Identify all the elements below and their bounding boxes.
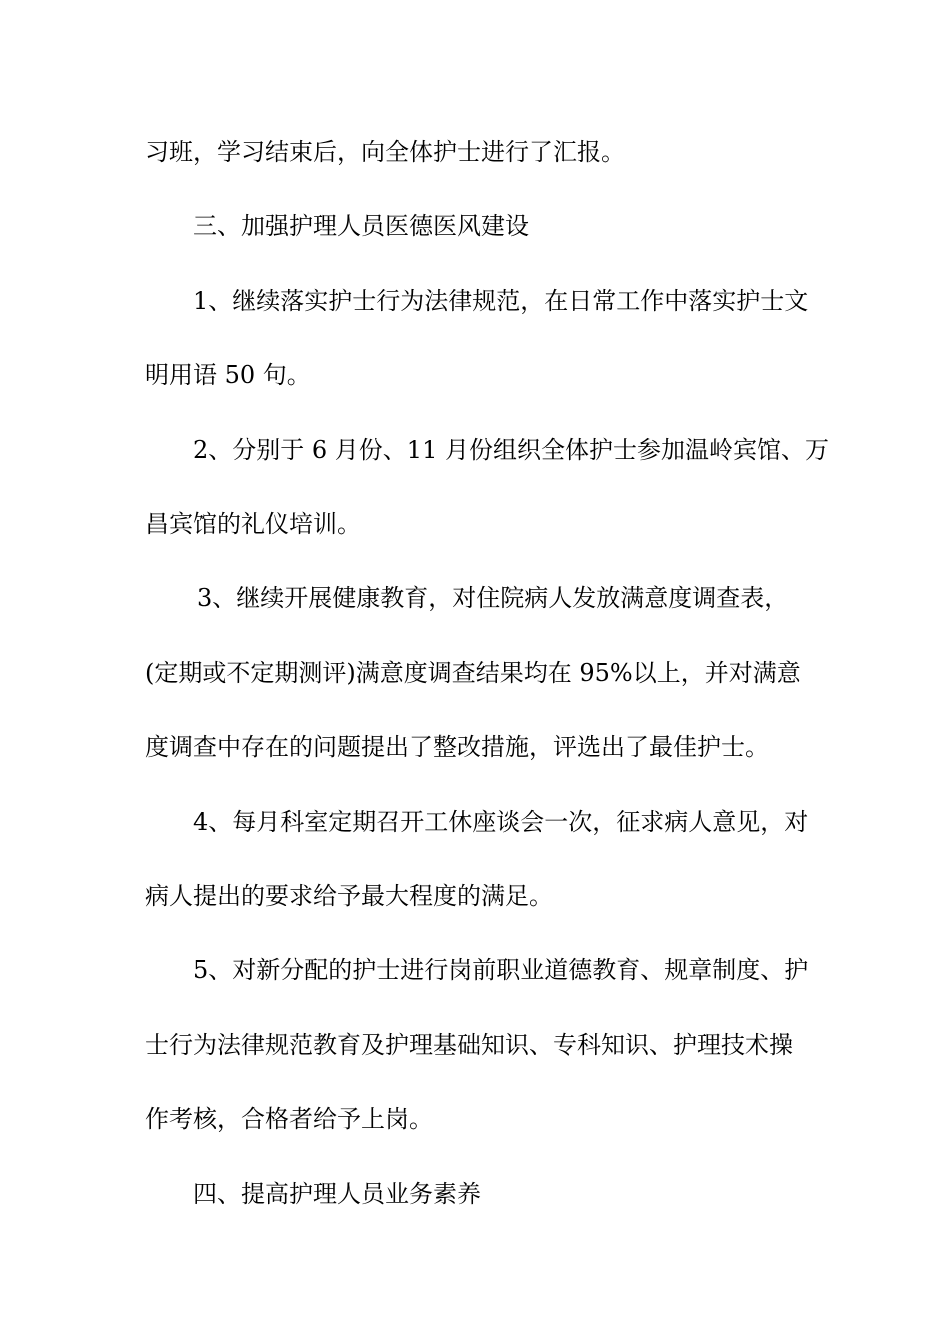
paragraph-line: 作考核，合格者给予上岗。	[145, 1105, 433, 1133]
paragraph-line: 4、每月科室定期召开工休座谈会一次，征求病人意见，对	[193, 808, 809, 836]
paragraph-line: (定期或不定期测评)满意度调查结果均在 95%以上，并对满意	[145, 659, 801, 687]
paragraph-line: 5、对新分配的护士进行岗前职业道德教育、规章制度、护	[193, 956, 809, 984]
paragraph-line: 习班，学习结束后，向全体护士进行了汇报。	[145, 138, 625, 166]
section-heading: 三、加强护理人员医德医风建设	[193, 212, 529, 240]
paragraph-line: 度调查中存在的问题提出了整改措施，评选出了最佳护士。	[145, 733, 769, 761]
paragraph-line: 1、继续落实护士行为法律规范，在日常工作中落实护士文	[193, 287, 809, 315]
paragraph-line: 昌宾馆的礼仪培训。	[145, 510, 361, 538]
paragraph-line: 3、继续开展健康教育，对住院病人发放满意度调查表，	[197, 584, 789, 612]
section-heading: 四、提高护理人员业务素养	[193, 1180, 481, 1208]
paragraph-line: 病人提出的要求给予最大程度的满足。	[145, 882, 553, 910]
paragraph-line: 2、分别于 6 月份、11 月份组织全体护士参加温岭宾馆、万	[193, 436, 829, 464]
paragraph-line: 士行为法律规范教育及护理基础知识、专科知识、护理技术操	[145, 1031, 793, 1059]
paragraph-line: 明用语 50 句。	[145, 361, 311, 389]
